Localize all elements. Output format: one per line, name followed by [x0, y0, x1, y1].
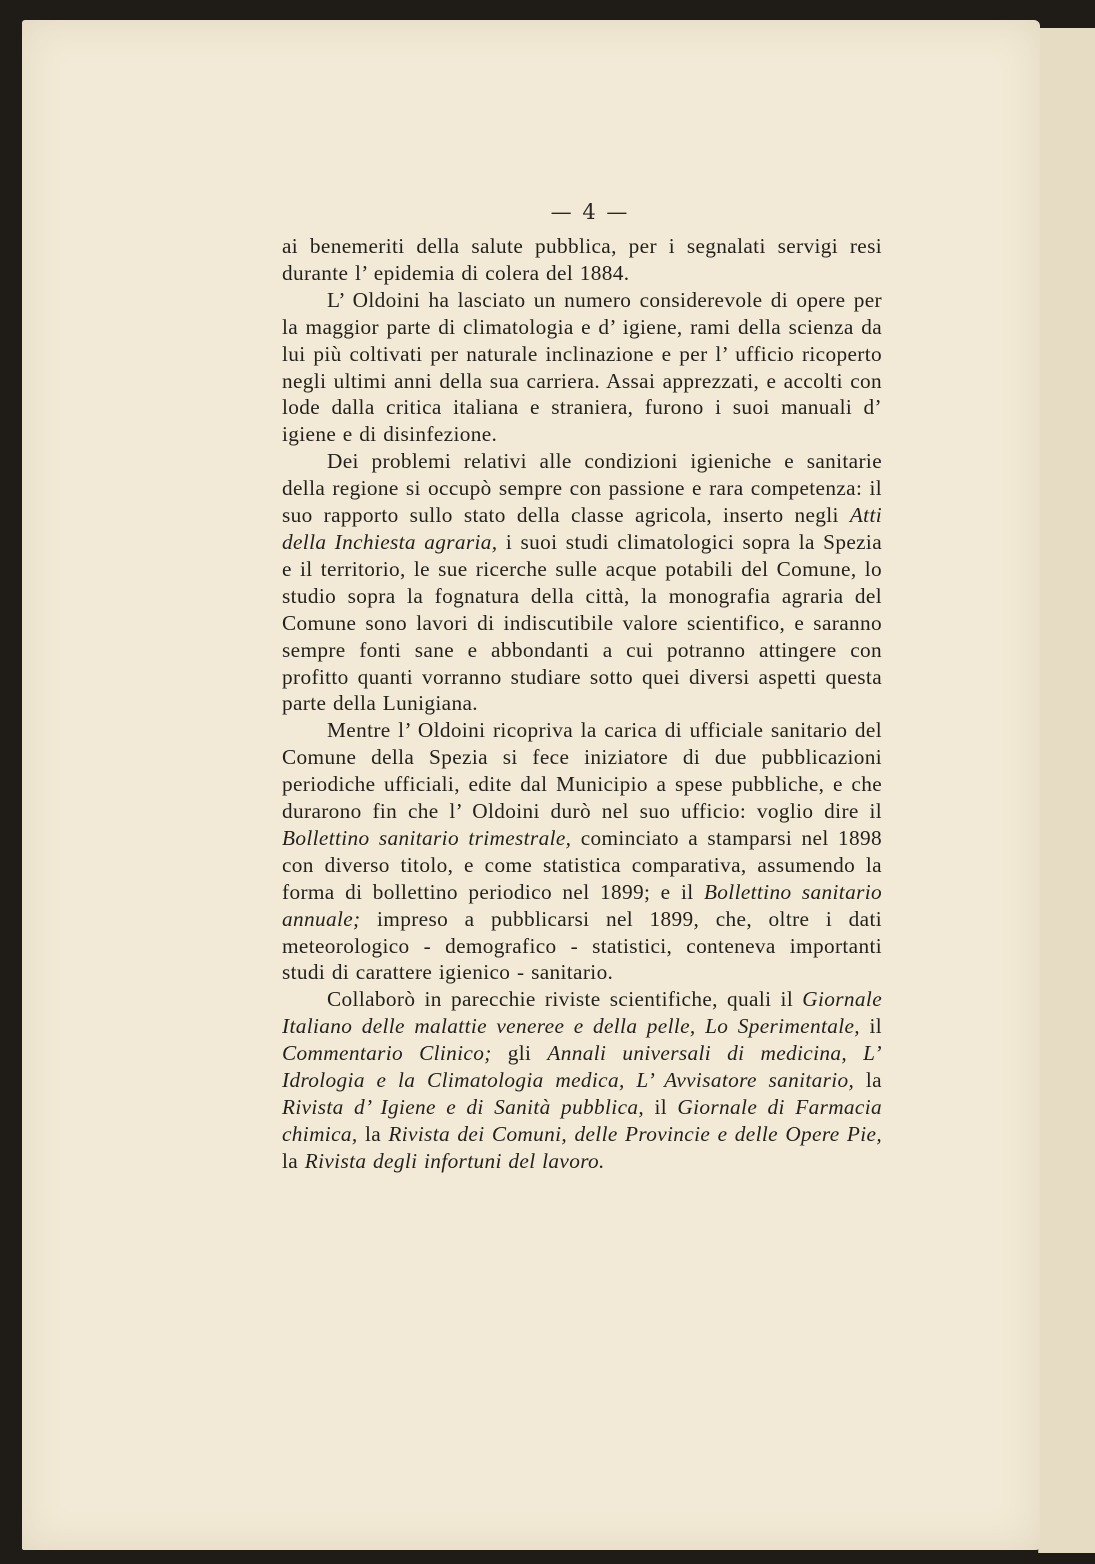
text-run: impreso a pubblicarsi nel 1899, che, oltre i dati meteorologico - demografico - statistici, conteneva importanti studi di carattere igienico - sanitario.: [282, 906, 882, 985]
italic-title-text: Bollettino sanitario annuale;: [282, 879, 882, 931]
text-run: Collaborò in parecchie riviste scientifiche, quali il: [327, 987, 803, 1012]
text-run: la: [854, 1068, 882, 1093]
page-number: — 4 —: [550, 200, 630, 224]
text-run: il: [644, 1095, 678, 1119]
text-run: L’ Oldoini ha lasciato un numero considerevole di opere per la maggior parte di climatologia e d’ igiene, rami della scienza da lui più coltivati per naturale inclinazione e per l’ ufficio ricoperto negli ultimi anni della sua carriera. Assai apprezzati, e accolti con lode dalla critica italiana e straniera, furono i suoi manuali d’ igiene e di disinfezione.: [282, 287, 882, 447]
paragraph: [282, 287, 882, 448]
text-run: ai benemeriti della salute pubblica, per i segnalati servigi resi durante l’ epidemia di colera del 1884.: [282, 234, 882, 285]
text-run: Dei problemi relativi alle condizioni igieniche e sanitarie della regione si occupò sempre con passione e rara competenza: il suo rapporto sullo stato della classe agricola, inserto negli: [282, 449, 882, 528]
italic-title-text: Rivista dei Comuni, delle Provincie e delle Opere Pie,: [388, 1121, 882, 1146]
text-run: gli: [491, 1041, 548, 1066]
text-run: il: [859, 1014, 882, 1039]
text-run: i suoi studi climatologici sopra la Spezia e il territorio, le sue ricerche sulle acque potabili del Comune, lo studio sopra la fognatura della città, la monografia agraria del Comune sono lavori di indiscutibile valore scientifico, e saranno sempre fonti sane e abbondanti a cui potranno attingere con profitto quanti vorranno studiare sotto quei diversi aspetti questa parte della Lunigiana.: [282, 529, 883, 716]
adjacent-page-edge: [1038, 28, 1095, 1553]
text-run: cominciato a stamparsi nel 1898 con diverso titolo, e come statistica comparativa, assumendo la forma di bollettino periodico nel 1899; e il: [282, 825, 882, 904]
italic-title-text: Bollettino sanitario trimestrale,: [282, 825, 572, 850]
paragraph: [282, 717, 882, 986]
italic-title-text: Giornale Italiano delle malattie veneree e della pelle, Lo Sperimentale,: [282, 987, 882, 1039]
italic-title-text: Commentario Clinico;: [282, 1041, 492, 1066]
text-run: la: [282, 1148, 305, 1173]
paragraph: [282, 986, 882, 1174]
paragraph: [282, 448, 882, 717]
italic-title-text: Giornale di Farmacia chimica,: [282, 1095, 882, 1146]
paragraph: [282, 233, 882, 287]
italic-title-text: Annali universali di medicina, L’ Idrologia e la Climatologia medica, L’ Avvisatore sanitario,: [282, 1041, 882, 1093]
body-text: [282, 233, 882, 1175]
text-run: la: [357, 1121, 389, 1146]
italic-title-text: Atti della Inchiesta agraria,: [282, 503, 882, 554]
italic-title-text: Rivista degli infortuni del lavoro.: [304, 1148, 605, 1173]
text-run: Mentre l’ Oldoini ricopriva la carica di ufficiale sanitario del Comune della Spezia si fece iniziatore di due pubblicazioni periodiche ufficiali, edite dal Municipio a spese pubbliche, e che durarono fin che l’ Oldoini durò nel suo ufficio: voglio dire il: [282, 718, 882, 824]
italic-title-text: Rivista d’ Igiene e di Sanità pubblica,: [282, 1095, 645, 1119]
